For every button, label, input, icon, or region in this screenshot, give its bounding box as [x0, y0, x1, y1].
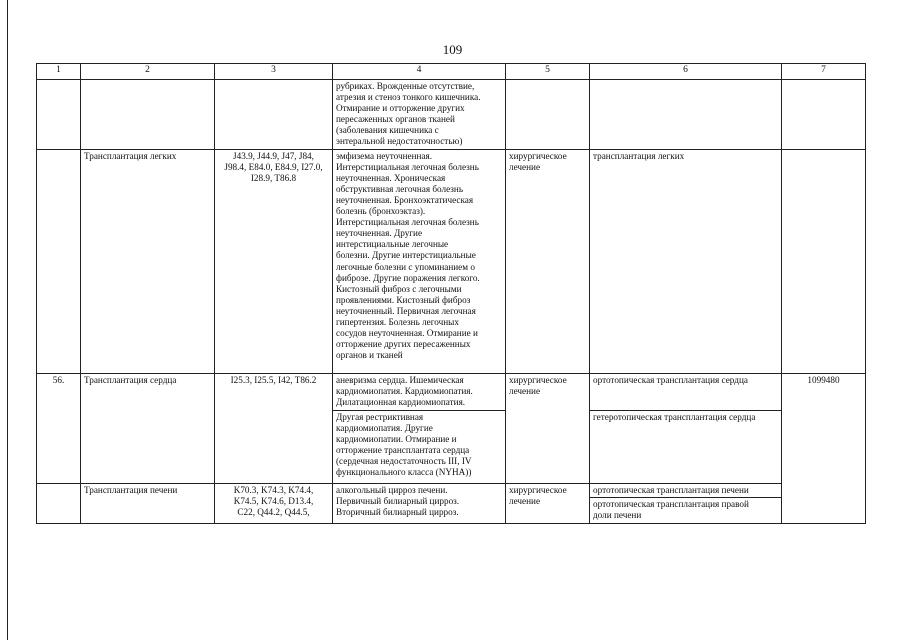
page-number: 109	[442, 42, 463, 57]
cell-method	[590, 80, 782, 150]
cell-number	[37, 80, 81, 150]
cell-codes: K70.3, K74.3, K74.4, K74.5, K74.6, D13.4, C22, Q44.2, Q44.5,	[215, 483, 333, 523]
header-cell: 6	[590, 64, 782, 80]
cell-method: ортотопическая трансплантация печени	[590, 483, 782, 497]
cell-method: гетеротопическая трансплантация сердца	[590, 410, 782, 483]
table-row-liver	[37, 483, 866, 497]
header-cell: 4	[333, 64, 506, 80]
table-row-heart	[37, 373, 866, 410]
cell-procedure: Трансплантация печени	[81, 483, 215, 523]
cell-codes: J43.9, J44.9, J47, J84, J98.4, E84.0, E84.9, I27.0, I28.9, T86.8	[215, 149, 333, 373]
cell-treatment-type: хирургическое лечение	[506, 149, 590, 373]
cell-method: ортотопическая трансплантация сердца	[590, 373, 782, 410]
header-cell: 2	[81, 64, 215, 80]
header-cell: 1	[37, 64, 81, 80]
cell-treatment-type: хирургическое лечение	[506, 483, 590, 523]
cell-codes	[215, 80, 333, 150]
cell-number	[37, 483, 81, 523]
cell-diagnosis: аневризма сердца. Ишемическая кардиомиопатия. Кардиомиопатия. Дилатационная кардиомиопатия.	[333, 373, 506, 410]
cell-treatment-type	[506, 80, 590, 150]
cell-cost	[782, 149, 866, 373]
medical-services-table	[36, 63, 866, 524]
cell-method: ортотопическая трансплантация правой доли печени	[590, 497, 782, 523]
left-margin-rule	[7, 0, 8, 640]
header-cell: 5	[506, 64, 590, 80]
table-row-continuation	[37, 80, 866, 150]
table-header-row	[37, 64, 866, 80]
header-cell: 7	[782, 64, 866, 80]
header-cell: 3	[215, 64, 333, 80]
cell-cost: 1099480	[782, 373, 866, 523]
cell-procedure: Трансплантация сердца	[81, 373, 215, 483]
cell-number: 56.	[37, 373, 81, 483]
cell-diagnosis: алкогольный цирроз печени. Первичный билиарный цирроз. Вторичный билиарный цирроз.	[333, 483, 506, 523]
cell-diagnosis: Другая рестриктивная кардиомиопатия. Другие кардиомиопатии. Отмирание и отторжение трансплантата сердца (сердечная недостаточность III, IV функционального класса (NYHA))	[333, 410, 506, 483]
cell-treatment-type: хирургическое лечение	[506, 373, 590, 483]
cell-diagnosis: рубриках. Врожденные отсутствие, атрезия и стеноз тонкого кишечника. Отмирание и отторжение других пересаженных органов тканей (заболевания кишечника с энтеральной недостаточностью)	[333, 80, 506, 150]
cell-number	[37, 149, 81, 373]
cell-procedure: Трансплантация легких	[81, 149, 215, 373]
cell-cost	[782, 80, 866, 150]
cell-procedure	[81, 80, 215, 150]
cell-diagnosis: эмфизема неуточненная. Интерстициальная легочная болезнь неуточненная. Хроническая обструктивная легочная болезнь неуточненная. Бронхоэктатическая болезнь (бронхоэктаз). Интерстициальная легочная болезнь неуточненная. Другие интерстициальные легочные болезни. Другие интерстициальные легочные болезни с упоминанием о фиброзе. Другие поражения легкого. Кистозный фиброз с легочными проявлениями. Кистозный фиброз неуточненный. Первичная легочная гипертензия. Болезнь легочных сосудов неуточненная. Отмирание и отторжение других пересаженных органов и тканей	[333, 149, 506, 373]
cell-method: трансплантация легких	[590, 149, 782, 373]
table-row-lungs	[37, 149, 866, 373]
cell-codes: I25.3, I25.5, I42, T86.2	[215, 373, 333, 483]
